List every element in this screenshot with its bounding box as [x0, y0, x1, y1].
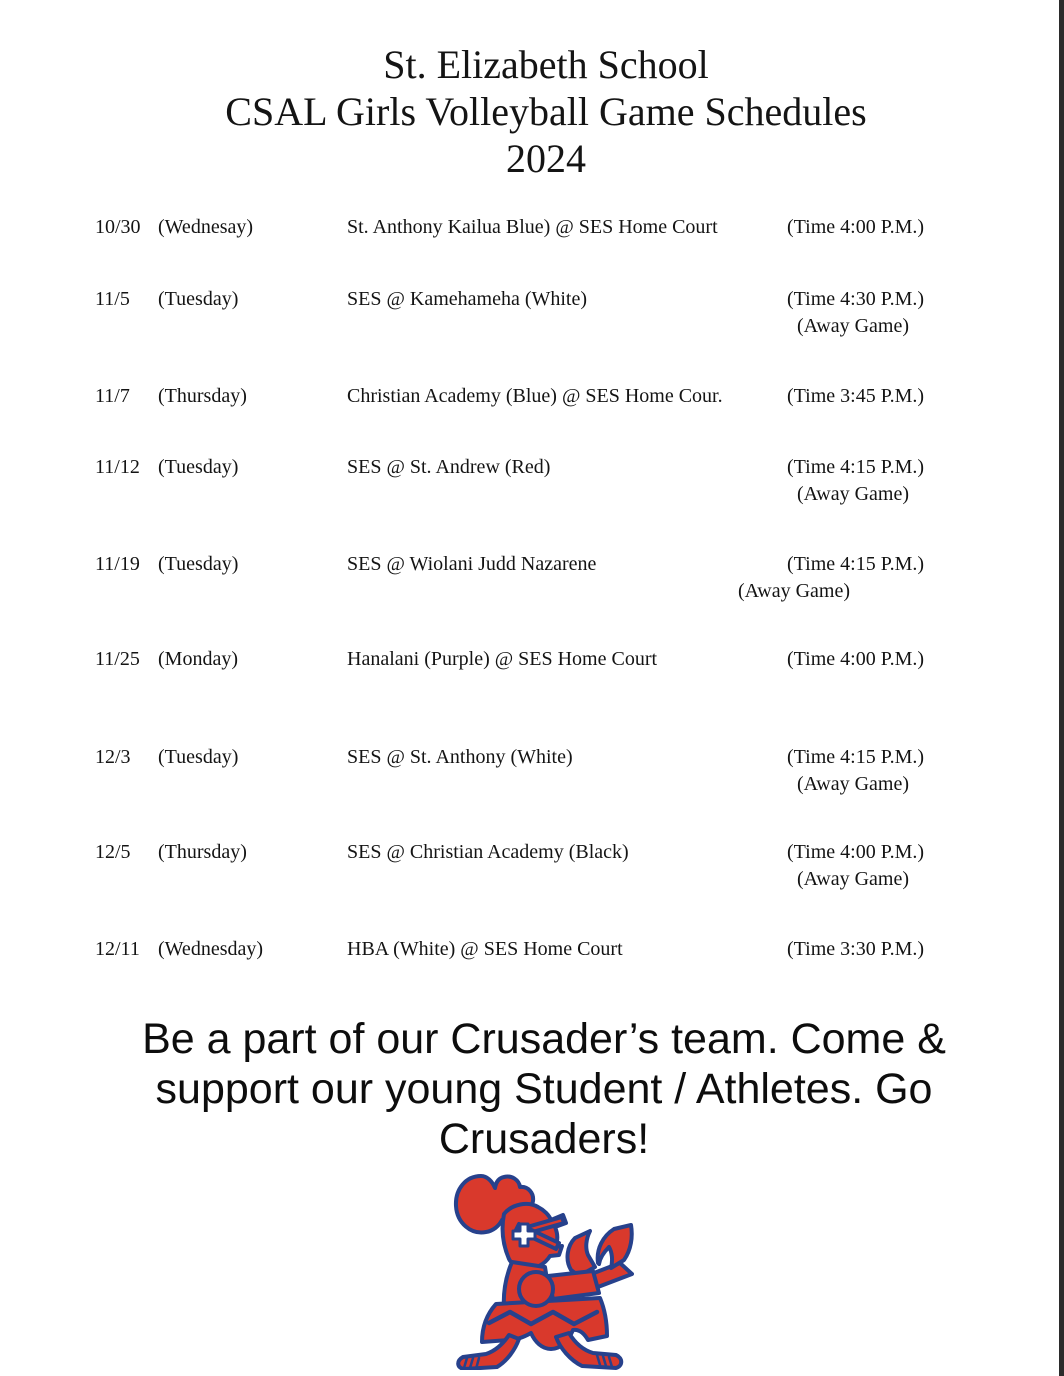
game-matchup: Christian Academy (Blue) @ SES Home Cour. [347, 385, 723, 407]
game-date: 12/11 [95, 938, 140, 960]
game-time: (Time 4:15 P.M.) [787, 553, 925, 575]
game-date: 11/12 [95, 456, 140, 478]
game-time: (Time 4:00 P.M.) [787, 648, 925, 670]
schedule-row [0, 936, 1064, 996]
game-date: 11/7 [95, 385, 130, 407]
game-date: 11/5 [95, 288, 130, 310]
scan-edge-artifact [1059, 0, 1064, 1376]
schedule-row [0, 744, 1064, 804]
title-league-line: CSAL Girls Volleyball Game Schedules [225, 89, 867, 134]
crusader-knight-icon [452, 1172, 634, 1370]
schedule-row [0, 551, 1064, 611]
support-message: Be a part of our Crusader’s team. Come & support our young Student / Athletes. Go Crusaders! [142, 1015, 946, 1163]
game-day: (Monday) [158, 648, 238, 670]
game-date: 12/3 [95, 746, 131, 768]
game-day: (Tuesday) [158, 553, 239, 575]
game-day: (Tuesday) [158, 456, 239, 478]
game-matchup: HBA (White) @ SES Home Court [347, 938, 623, 960]
away-game-label: (Away Game) [797, 773, 910, 795]
game-time: (Time 3:45 P.M.) [787, 385, 925, 407]
title-year: 2024 [506, 136, 586, 181]
game-time: (Time 4:30 P.M.) [787, 288, 925, 310]
game-matchup: SES @ St. Andrew (Red) [347, 456, 551, 478]
game-date: 12/5 [95, 841, 131, 863]
title-school-name: St. Elizabeth School [383, 42, 709, 87]
game-day: (Wednesday) [158, 938, 264, 960]
game-matchup: SES @ Kamehameha (White) [347, 288, 588, 310]
game-date: 11/25 [95, 648, 140, 670]
game-matchup: St. Anthony Kailua Blue) @ SES Home Court [347, 216, 718, 238]
game-time: (Time 4:15 P.M.) [787, 456, 925, 478]
away-game-label: (Away Game) [797, 315, 910, 337]
game-day: (Tuesday) [158, 288, 239, 310]
game-time: (Time 4:00 P.M.) [787, 841, 925, 863]
crusader-knight-logo [452, 1172, 634, 1370]
game-time: (Time 4:15 P.M.) [787, 746, 925, 768]
schedule-row [0, 383, 1064, 443]
page-title [28, 41, 1064, 182]
game-date: 10/30 [95, 216, 141, 238]
schedule-row [0, 839, 1064, 899]
game-matchup: SES @ Wiolani Judd Nazarene [347, 553, 597, 575]
game-matchup: Hanalani (Purple) @ SES Home Court [347, 648, 658, 670]
schedule-row [0, 214, 1064, 274]
game-time: (Time 3:30 P.M.) [787, 938, 925, 960]
schedule-row [0, 286, 1064, 346]
schedule-row [0, 454, 1064, 514]
game-day: (Tuesday) [158, 746, 239, 768]
away-game-label: (Away Game) [738, 580, 851, 602]
game-matchup: SES @ Christian Academy (Black) [347, 841, 629, 863]
schedule-row [0, 646, 1064, 706]
away-game-label: (Away Game) [797, 483, 910, 505]
game-date: 11/19 [95, 553, 140, 575]
game-day: (Thursday) [158, 385, 247, 407]
game-matchup: SES @ St. Anthony (White) [347, 746, 573, 768]
away-game-label: (Away Game) [797, 868, 910, 890]
game-day: (Wednesay) [158, 216, 254, 238]
game-time: (Time 4:00 P.M.) [787, 216, 925, 238]
game-day: (Thursday) [158, 841, 247, 863]
